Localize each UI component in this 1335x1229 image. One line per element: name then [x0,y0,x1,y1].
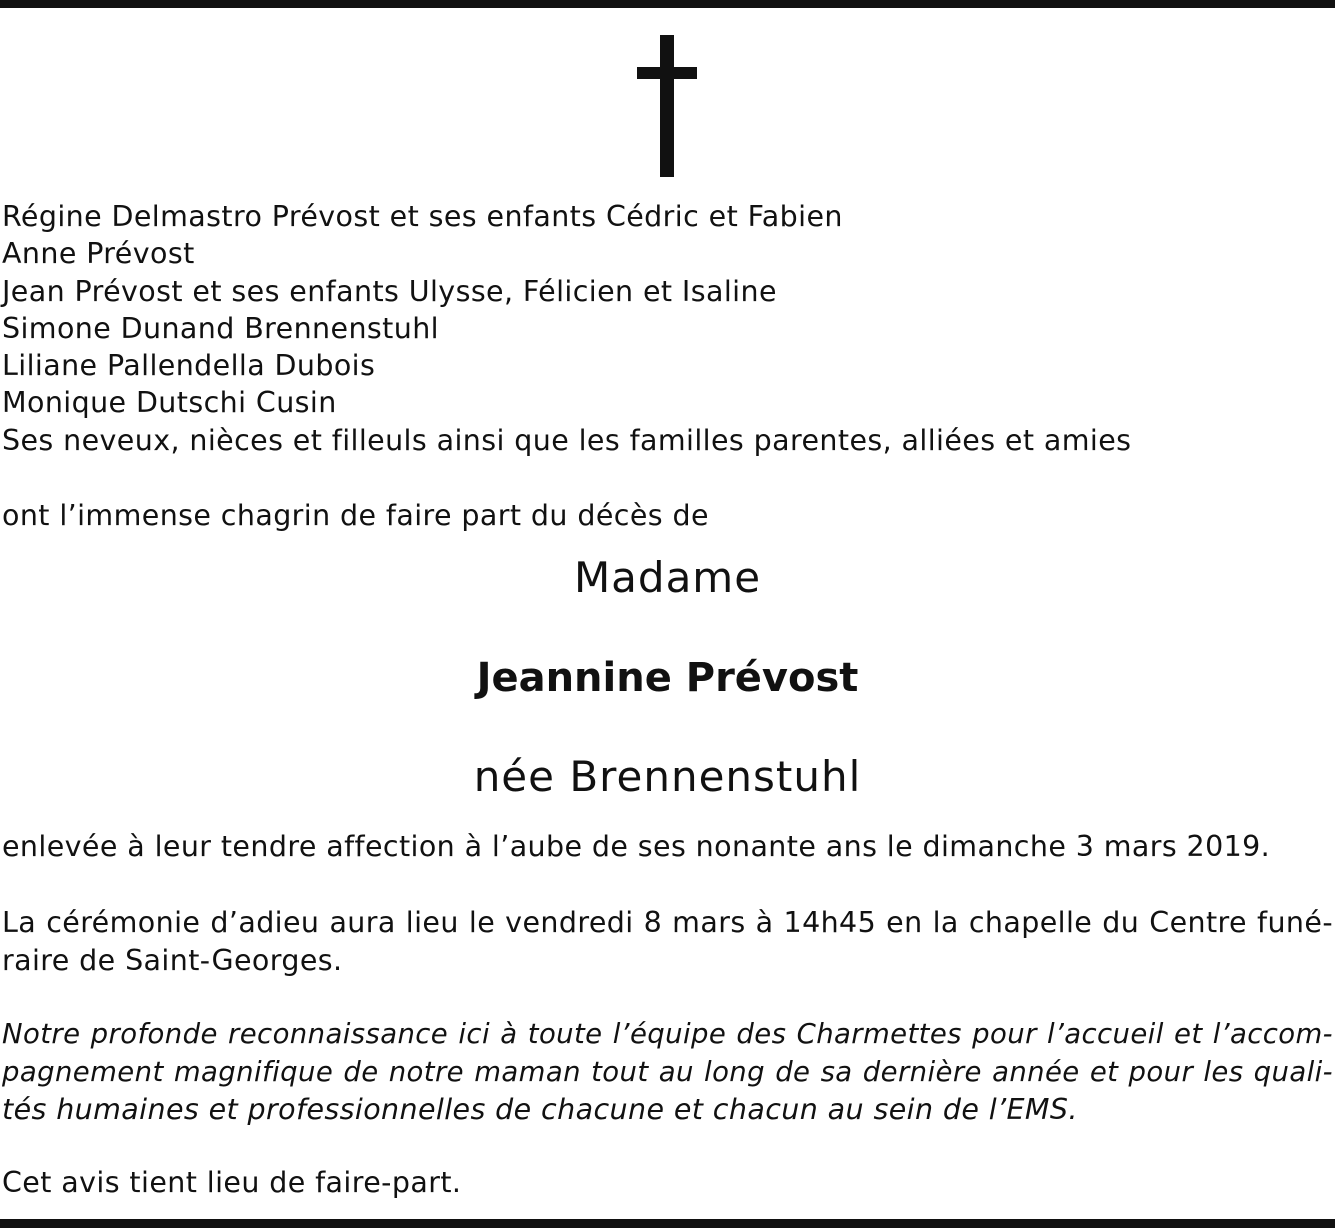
ceremony-paragraph [2,904,1333,979]
family-list [2,198,1131,459]
announcement-text: ont l’immense chagrin de faire part du décès de [2,499,709,532]
family-line: Ses neveux, nièces et filleuls ainsi que les familles parentes, alliées et amies [2,423,1132,457]
deceased-name: Jeannine Prévost [476,655,859,701]
family-line: Liliane Pallendella Dubois [2,349,376,383]
thanks-line: pagnement magnifique de notre maman tout au long de sa dernière année et pour les quali- [2,1055,1333,1088]
cross-icon [0,0,1335,190]
thanks-line: Notre profonde reconnaissance ici à toute l’équipe des Charmettes pour l’accueil et l’accom- [2,1018,1333,1050]
passing-text: enlevée à leur tendre affection à l’aube de ses nonante ans le dimanche 3 mars 2019. [2,830,1271,863]
family-line: Régine Delmastro Prévost et ses enfants Cédric et Fabien [2,200,843,233]
family-line: Anne Prévost [2,237,195,271]
deceased-title: Madame [573,553,762,602]
family-line: Monique Dutschi Cusin [2,386,337,420]
thanks-line: tés humaines et professionnelles de chacune et chacun au sein de l’EMS. [2,1093,1078,1126]
thanks-paragraph [2,1016,1333,1129]
ceremony-line: La cérémonie d’adieu aura lieu le vendredi 8 mars à 14h45 en la chapelle du Centre funé- [2,906,1333,939]
family-line: Jean Prévost et ses enfants Ulysse, Félicien et Isaline [2,274,777,308]
ceremony-line: raire de Saint-Georges. [2,943,343,977]
deceased-maiden-name: née Brennenstuhl [473,752,862,801]
family-line: Simone Dunand Brennenstuhl [2,311,439,345]
bottom-border-rule [0,1219,1335,1228]
closing-text: Cet avis tient lieu de faire-part. [2,1166,462,1199]
